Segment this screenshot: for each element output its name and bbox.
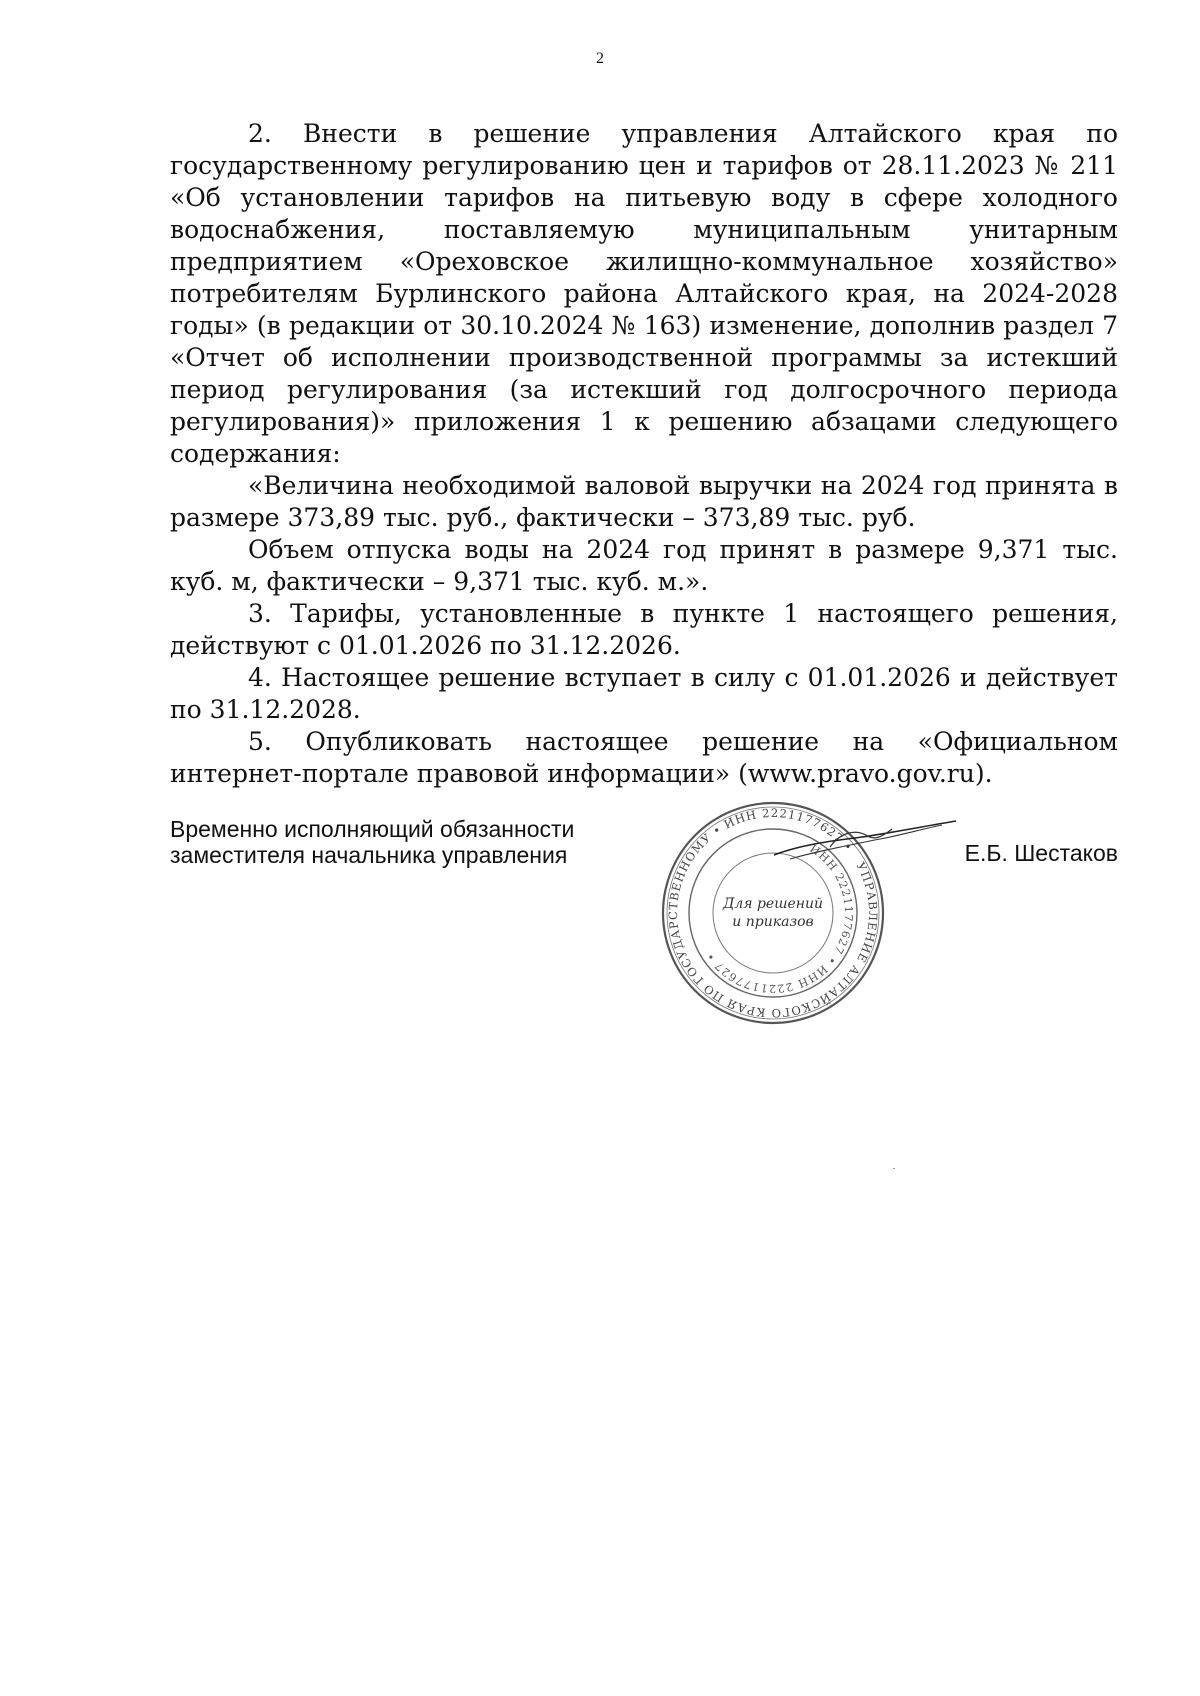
seal-center-line2: и приказов bbox=[732, 914, 814, 930]
signatory-title bbox=[170, 816, 574, 868]
signatory-name: Е.Б. Шестаков bbox=[964, 840, 1118, 866]
signatory-title-line1: Временно исполняющий обязанности bbox=[170, 816, 575, 842]
paragraph-publication: 5. Опубликовать настоящее решение на «Официальном интернет-портале правовой информации» (www.pravo.gov.ru). bbox=[170, 727, 1118, 788]
paragraph-amendment: 2. Внести в решение управления Алтайского края по государственному регулированию цен и тарифов от 28.11.2023 № 211 «Об установлении тарифов на питьевую воду в сфере холодного водоснабжения, поставляемую муниципальным унитарным предприятием «Ореховское жилищно-коммунальное хозяйство» потребителям Бурлинского района Алтайского края, на 2024-2028 годы» (в редакции от 30.10.2024 № 163) изменение, дополнив раздел 7 «Отчет об исполнении производственной программы за истекший период регулирования (за истекший год долгосрочного периода регулирования)» приложения 1 к решению абзацами следующего содержания: bbox=[170, 119, 1118, 468]
seal-center-line1: Для решений bbox=[722, 896, 824, 912]
page-number: 2 bbox=[596, 50, 604, 67]
paragraph-water-volume: Объем отпуска воды на 2024 год принят в размере 9,371 тыс. куб. м, фактически – 9,371 тыс. куб. м.». bbox=[170, 535, 1118, 596]
paragraph-tariff-period: 3. Тарифы, установленные в пункте 1 настоящего решения, действуют с 01.01.2026 по 31.12.2026. bbox=[170, 599, 1118, 660]
paragraph-revenue: «Величина необходимой валовой выручки на 2024 год принята в размере 373,89 тыс. руб., фактически – 373,89 тыс. руб. bbox=[170, 471, 1118, 532]
svg-text:ИНН 2221177627 • ИНН 222117762: ИНН 2221177627 • ИНН 2221177627 • bbox=[703, 842, 856, 996]
paragraph-effective-date: 4. Настоящее решение вступает в силу с 01.01.2026 и действует по 31.12.2028. bbox=[170, 663, 1118, 724]
handwritten-signature bbox=[770, 815, 960, 865]
scan-artifact-dot bbox=[893, 1168, 895, 1169]
document-body bbox=[170, 118, 1118, 790]
svg-text:УПРАВЛЕНИЕ АЛТАЙСКОГО КРАЯ ПО: УПРАВЛЕНИЕ АЛТАЙСКОГО КРАЯ ПО ГОСУДАРСТВЕННОМУ • ИНН 2221177627 • bbox=[665, 805, 881, 1021]
signatory-title-line2: заместителя начальника управления bbox=[170, 842, 568, 868]
